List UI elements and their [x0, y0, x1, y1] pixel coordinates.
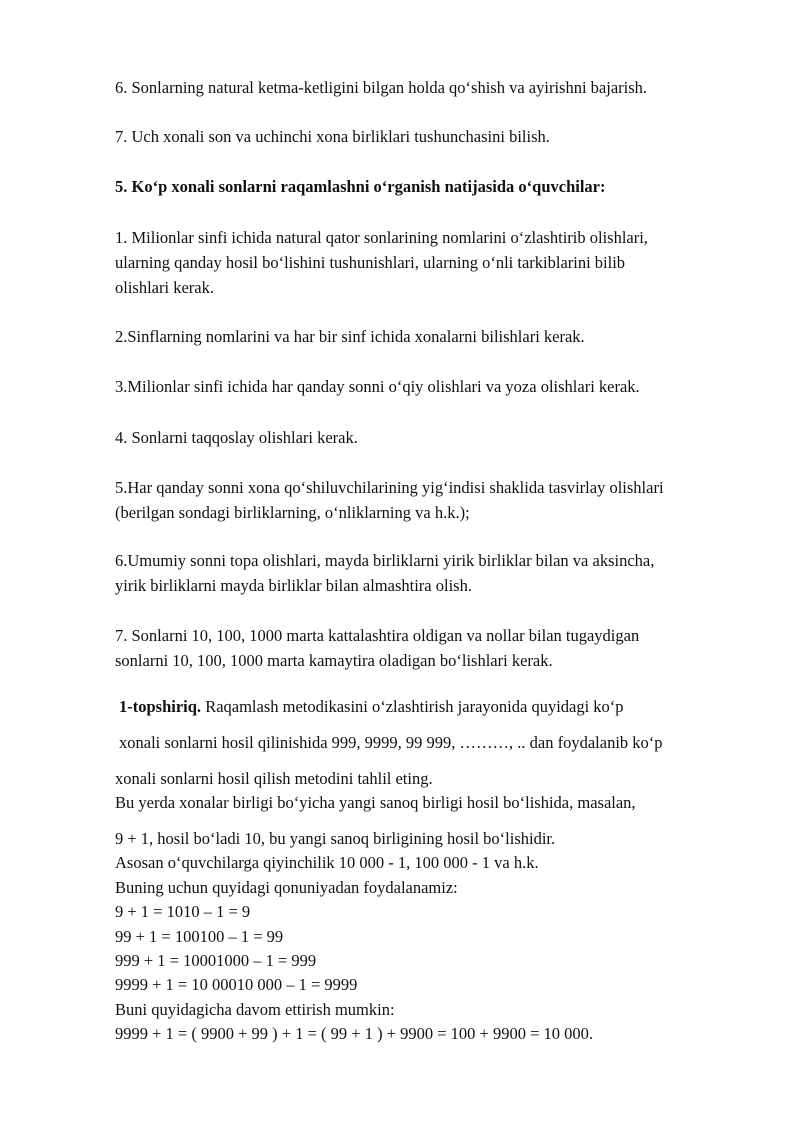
- equation-2: 99 + 1 = 100100 – 1 = 99: [115, 927, 284, 946]
- task-line-3: xonali sonlarni hosil qilish metodini tahlil eting.: [115, 769, 433, 788]
- outcome-6-line-2: yirik birliklarni mayda birliklar bilan almashtira olish.: [115, 576, 472, 595]
- section-heading: [115, 175, 606, 199]
- task-line-8: Buni quyidagicha davom ettirish mumkin:: [115, 1000, 395, 1019]
- list-item-7: 7. Uch xonali son va uchinchi xona birliklari tushunchasini bilish.: [115, 127, 550, 146]
- task-line-2: xonali sonlarni hosil qilinishida 999, 9999, 99 999, ………, .. dan foydalanib ko‘p: [119, 733, 663, 752]
- task-line-1: [119, 695, 624, 719]
- outcome-1-line-2: ularning qanday hosil bo‘lishini tushunishlari, ularning o‘nli tarkiblarini bilib: [115, 253, 626, 272]
- task-line-7: Buning uchun quyidagi qonuniyadan foydalanamiz:: [115, 878, 458, 897]
- equation-5: 9999 + 1 = ( 9900 + 99 ) + 1 = ( 99 + 1 ) + 9900 = 100 + 9900 = 10 000.: [115, 1024, 594, 1043]
- task-line-6: Asosan o‘quvchilarga qiyinchilik 10 000 - 1, 100 000 - 1 va h.k.: [115, 853, 539, 872]
- task-line-5: 9 + 1, hosil bo‘ladi 10, bu yangi sanoq birligining hosil bo‘lishidir.: [115, 829, 556, 848]
- outcome-1-line-1: 1. Milionlar sinfi ichida natural qator sonlarining nomlarini o‘zlashtirib olishlari,: [115, 228, 648, 247]
- outcome-5-line-2: (berilgan sondagi birliklarning, o‘nliklarning va h.k.);: [115, 503, 470, 522]
- section-heading-text: 5. Ko‘p xonali sonlarni raqamlashni o‘rganish natijasida o‘quvchilar:: [115, 177, 606, 196]
- outcome-6-line-1: 6.Umumiy sonni topa olishlari, mayda birliklarni yirik birliklar bilan va aksincha,: [115, 551, 655, 570]
- equation-4: 9999 + 1 = 10 00010 000 – 1 = 9999: [115, 975, 358, 994]
- equation-1: 9 + 1 = 1010 – 1 = 9: [115, 902, 251, 921]
- outcome-2: 2.Sinflarning nomlarini va har bir sinf ichida xonalarni bilishlari kerak.: [115, 327, 585, 346]
- outcome-5-line-1: 5.Har qanday sonni xona qo‘shiluvchilarining yig‘indisi shaklida tasvirlay olishlari: [115, 478, 664, 497]
- outcome-4: 4. Sonlarni taqqoslay olishlari kerak.: [115, 428, 358, 447]
- task-line-4: Bu yerda xonalar birligi bo‘yicha yangi sanoq birligi hosil bo‘lishida, masalan,: [115, 793, 636, 812]
- outcome-1-line-3: olishlari kerak.: [115, 278, 214, 297]
- outcome-7-line-2: sonlarni 10, 100, 1000 marta kamaytira oladigan bo‘lishlari kerak.: [115, 651, 553, 670]
- task-label: 1-topshiriq.: [119, 697, 202, 716]
- equation-3: 999 + 1 = 10001000 – 1 = 999: [115, 951, 317, 970]
- list-item-6: 6. Sonlarning natural ketma-ketligini bilgan holda qo‘shish va ayirishni bajarish.: [115, 78, 648, 97]
- task-text: Raqamlash metodikasini o‘zlashtirish jarayonida quyidagi ko‘p: [201, 697, 624, 716]
- outcome-7-line-1: 7. Sonlarni 10, 100, 1000 marta kattalashtira oldigan va nollar bilan tugaydigan: [115, 626, 640, 645]
- outcome-3: 3.Milionlar sinfi ichida har qanday sonni o‘qiy olishlari va yoza olishlari kerak.: [115, 377, 640, 396]
